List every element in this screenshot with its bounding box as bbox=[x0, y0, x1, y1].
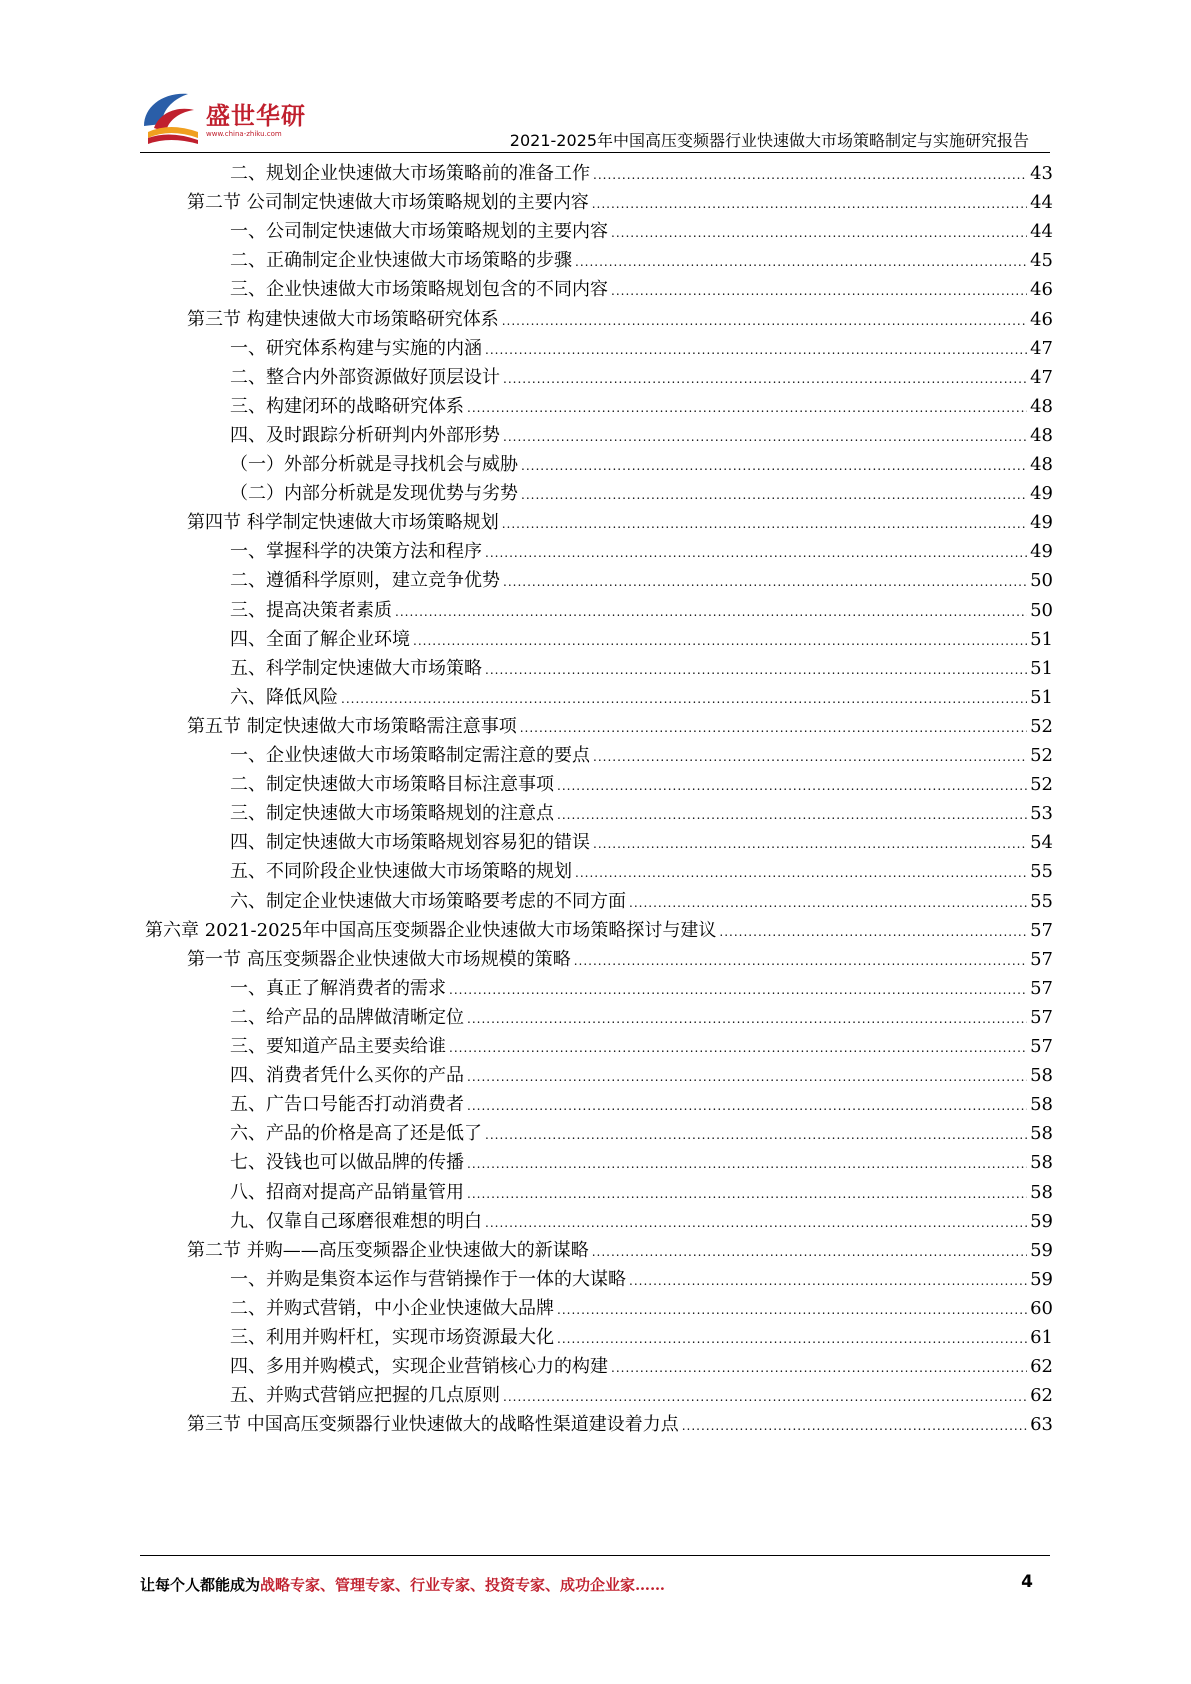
toc-entry-page: 63 bbox=[1030, 1414, 1053, 1436]
toc-entry[interactable] bbox=[230, 626, 1053, 654]
toc-entry-page: 59 bbox=[1030, 1268, 1053, 1290]
toc-entry-page: 45 bbox=[1030, 250, 1053, 272]
toc-leader-dots bbox=[592, 190, 1027, 218]
toc-entry[interactable] bbox=[230, 451, 1053, 479]
toc-entry-label: 五、科学制定快速做大市场策略 bbox=[230, 657, 482, 679]
toc-entry-page: 50 bbox=[1030, 599, 1053, 621]
toc-entry-label: 二、并购式营销，中小企业快速做大品牌 bbox=[230, 1297, 554, 1319]
report-title: 2021-2025年中国高压变频器行业快速做大市场策略制定与实施研究报告 bbox=[509, 131, 1029, 150]
toc-entry-label: 三、利用并购杆杠，实现市场资源最大化 bbox=[230, 1327, 554, 1348]
toc-entry-label: 第三节 中国高压变频器行业快速做大的战略性渠道建设着力点 bbox=[187, 1414, 679, 1436]
toc-entry[interactable] bbox=[230, 829, 1053, 857]
toc-entry[interactable] bbox=[230, 247, 1053, 275]
toc-entry[interactable] bbox=[230, 1149, 1053, 1177]
toc-entry-page: 55 bbox=[1030, 890, 1053, 912]
toc-entry-label: 一、研究体系构建与实施的内涵 bbox=[230, 337, 482, 359]
toc-leader-dots bbox=[449, 1034, 1027, 1062]
toc-leader-dots bbox=[574, 947, 1027, 975]
toc-entry-page: 48 bbox=[1030, 395, 1053, 417]
toc-entry[interactable] bbox=[230, 1324, 1053, 1352]
toc-entry[interactable] bbox=[187, 946, 1053, 974]
toc-entry-page: 48 bbox=[1030, 424, 1053, 446]
toc-entry-label: 一、真正了解消费者的需求 bbox=[230, 977, 446, 999]
toc-entry-page: 57 bbox=[1030, 1006, 1053, 1028]
toc-entry-page: 48 bbox=[1030, 454, 1053, 475]
toc-leader-dots bbox=[593, 743, 1027, 771]
toc-entry-page: 57 bbox=[1030, 1036, 1053, 1057]
toc-entry-page: 51 bbox=[1030, 628, 1053, 650]
toc-entry-label: 五、广告口号能否打动消费者 bbox=[230, 1094, 464, 1116]
toc-entry-page: 46 bbox=[1030, 279, 1053, 301]
page-number: 4 bbox=[1021, 1572, 1033, 1592]
toc-entry-page: 60 bbox=[1030, 1297, 1053, 1319]
toc-entry[interactable] bbox=[230, 1179, 1053, 1207]
toc-entry[interactable] bbox=[187, 189, 1053, 217]
toc-entry[interactable] bbox=[230, 742, 1053, 770]
toc-leader-dots bbox=[502, 307, 1027, 335]
toc-entry[interactable] bbox=[230, 1033, 1053, 1061]
toc-entry[interactable] bbox=[230, 1208, 1053, 1236]
toc-entry[interactable] bbox=[230, 218, 1053, 246]
toc-entry-page: 53 bbox=[1030, 803, 1053, 825]
toc-entry-page: 59 bbox=[1030, 1239, 1053, 1261]
toc-leader-dots bbox=[485, 1209, 1027, 1237]
toc-entry-page: 43 bbox=[1030, 163, 1053, 184]
toc-entry-label: 四、及时跟踪分析研判内外部形势 bbox=[230, 424, 500, 446]
toc-leader-dots bbox=[467, 1180, 1027, 1208]
toc-entry-page: 58 bbox=[1030, 1094, 1053, 1116]
toc-leader-dots bbox=[467, 1005, 1027, 1033]
toc-entry-label: 第二节 公司制定快速做大市场策略规划的主要内容 bbox=[187, 192, 589, 214]
toc-entry-label: 五、并购式营销应把握的几点原则 bbox=[230, 1385, 500, 1407]
toc-entry-label: 四、消费者凭什么买你的产品 bbox=[230, 1065, 464, 1087]
toc-leader-dots bbox=[611, 277, 1027, 305]
toc-entry-page: 47 bbox=[1030, 337, 1053, 359]
toc-entry-page: 50 bbox=[1030, 570, 1053, 592]
toc-leader-dots bbox=[503, 423, 1027, 451]
toc-leader-dots bbox=[520, 714, 1027, 742]
toc-leader-dots bbox=[467, 394, 1027, 422]
toc-entry-page: 57 bbox=[1030, 948, 1053, 970]
toc-entry-label: 四、全面了解企业环境 bbox=[230, 628, 410, 650]
toc-leader-dots bbox=[629, 1267, 1027, 1295]
toc-entry-label: 第三节 构建快速做大市场策略研究体系 bbox=[187, 308, 499, 330]
toc-entry-page: 57 bbox=[1030, 919, 1053, 941]
footer-divider bbox=[140, 1555, 1050, 1556]
toc-leader-dots bbox=[502, 510, 1027, 538]
toc-entry-label: 三、企业快速做大市场策略规划包含的不同内容 bbox=[230, 279, 608, 301]
logo-url: www.china-zhiku.com bbox=[206, 130, 282, 138]
toc-entry-label: 一、并购是集资本运作与营销操作于一体的大谋略 bbox=[230, 1268, 626, 1290]
toc-entry-page: 57 bbox=[1030, 977, 1053, 999]
toc-entry-label: 四、多用并购模式，实现企业营销核心力的构建 bbox=[230, 1356, 608, 1378]
toc-leader-dots bbox=[485, 336, 1027, 364]
toc-entry-label: 一、掌握科学的决策方法和程序 bbox=[230, 541, 482, 563]
toc-entry[interactable] bbox=[230, 858, 1053, 886]
toc-entry[interactable] bbox=[230, 800, 1053, 828]
toc-entry[interactable] bbox=[187, 1237, 1053, 1265]
toc-entry-label: （一）外部分析就是寻找机会与威胁 bbox=[230, 454, 518, 475]
toc-entry-label: 六、产品的价格是高了还是低了 bbox=[230, 1123, 482, 1145]
toc-entry-page: 62 bbox=[1030, 1356, 1053, 1378]
toc-entry-label: 八、招商对提高产品销量管用 bbox=[230, 1181, 464, 1203]
toc-leader-dots bbox=[629, 889, 1027, 917]
toc-entry-page: 49 bbox=[1030, 512, 1053, 534]
footer-slogan-prefix: 让每个人都能成为 bbox=[140, 1576, 261, 1594]
toc-entry-page: 46 bbox=[1030, 308, 1053, 330]
toc-entry-label: 三、制定快速做大市场策略规划的注意点 bbox=[230, 803, 554, 825]
toc-entry-label: 六、制定企业快速做大市场策略要考虑的不同方面 bbox=[230, 890, 626, 912]
toc-leader-dots bbox=[467, 1092, 1027, 1120]
toc-entry-page: 51 bbox=[1030, 657, 1053, 679]
toc-entry[interactable] bbox=[230, 1120, 1053, 1148]
toc-entry-label: 六、降低风险 bbox=[230, 686, 338, 708]
toc-leader-dots bbox=[592, 1238, 1027, 1266]
toc-entry[interactable] bbox=[230, 538, 1053, 566]
toc-leader-dots bbox=[503, 365, 1027, 393]
toc-entry[interactable] bbox=[187, 1411, 1053, 1439]
toc-entry-label: 三、要知道产品主要卖给谁 bbox=[230, 1036, 446, 1057]
toc-entry-page: 44 bbox=[1030, 192, 1053, 214]
toc-entry-page: 58 bbox=[1030, 1181, 1053, 1203]
logo-name: 盛世华研 bbox=[206, 102, 306, 130]
toc-leader-dots bbox=[341, 685, 1027, 713]
toc-entry-label: 一、企业快速做大市场策略制定需注意的要点 bbox=[230, 745, 590, 766]
toc-entry-label: 二、正确制定企业快速做大市场策略的步骤 bbox=[230, 250, 572, 272]
toc-entry[interactable] bbox=[230, 1091, 1053, 1119]
toc-entry-label: 七、没钱也可以做品牌的传播 bbox=[230, 1152, 464, 1174]
toc-leader-dots bbox=[593, 161, 1027, 189]
toc-leader-dots bbox=[557, 1325, 1027, 1353]
toc-entry-page: 54 bbox=[1030, 832, 1053, 854]
toc-entry-page: 62 bbox=[1030, 1385, 1053, 1407]
toc-entry[interactable] bbox=[187, 713, 1053, 741]
toc-leader-dots bbox=[593, 830, 1027, 858]
toc-entry[interactable] bbox=[187, 306, 1053, 334]
toc-entry-label: 第四节 科学制定快速做大市场策略规划 bbox=[187, 512, 499, 534]
toc-entry-label: 二、规划企业快速做大市场策略前的准备工作 bbox=[230, 163, 590, 184]
toc-leader-dots bbox=[485, 1121, 1027, 1149]
toc-leader-dots bbox=[467, 1150, 1027, 1178]
toc-entry-label: 三、构建闭环的战略研究体系 bbox=[230, 395, 464, 417]
toc-entry-label: 四、制定快速做大市场策略规划容易犯的错误 bbox=[230, 832, 590, 854]
toc-entry[interactable] bbox=[230, 1266, 1053, 1294]
header-divider bbox=[140, 152, 1050, 153]
toc-entry[interactable] bbox=[230, 684, 1053, 712]
toc-leader-dots bbox=[485, 656, 1027, 684]
toc-leader-dots bbox=[467, 1063, 1027, 1091]
toc-entry-label: 二、给产品的品牌做清晰定位 bbox=[230, 1006, 464, 1028]
toc-leader-dots bbox=[611, 1354, 1027, 1382]
toc-entry[interactable] bbox=[145, 917, 1053, 945]
toc-entry-label: 第六章 2021-2025年中国高压变频器企业快速做大市场策略探讨与建议 bbox=[145, 919, 717, 941]
toc-entry[interactable] bbox=[230, 888, 1053, 916]
toc-entry-label: 三、提高决策者素质 bbox=[230, 599, 392, 621]
toc-entry[interactable] bbox=[187, 509, 1053, 537]
toc-entry[interactable] bbox=[230, 480, 1053, 508]
toc-entry-page: 52 bbox=[1030, 774, 1053, 796]
toc-entry[interactable] bbox=[230, 1295, 1053, 1323]
toc-entry-page: 58 bbox=[1030, 1152, 1053, 1174]
toc-leader-dots bbox=[611, 219, 1027, 247]
toc-leader-dots bbox=[503, 1383, 1027, 1411]
footer-slogan-highlight: 战略专家、管理专家、行业专家、投资专家、成功企业家…… bbox=[260, 1576, 666, 1594]
toc-entry-page: 58 bbox=[1030, 1123, 1053, 1145]
toc-leader-dots bbox=[575, 859, 1027, 887]
toc-leader-dots bbox=[449, 976, 1027, 1004]
toc-leader-dots bbox=[485, 539, 1027, 567]
toc-leader-dots bbox=[503, 568, 1027, 596]
toc-leader-dots bbox=[521, 481, 1027, 509]
toc-entry[interactable] bbox=[230, 975, 1053, 1003]
toc-entry-label: 九、仅靠自己琢磨很难想的明白 bbox=[230, 1210, 482, 1232]
toc-entry-label: 二、遵循科学原则，建立竞争优势 bbox=[230, 570, 500, 592]
toc-entry-label: 第二节 并购——高压变频器企业快速做大的新谋略 bbox=[187, 1239, 589, 1261]
toc-entry-label: 二、制定快速做大市场策略目标注意事项 bbox=[230, 774, 554, 796]
toc-entry[interactable] bbox=[230, 393, 1053, 421]
toc-entry[interactable] bbox=[230, 655, 1053, 683]
toc-entry-label: 一、公司制定快速做大市场策略规划的主要内容 bbox=[230, 221, 608, 243]
toc-entry-page: 55 bbox=[1030, 861, 1053, 883]
toc-entry[interactable] bbox=[230, 771, 1053, 799]
toc-entry[interactable] bbox=[230, 422, 1053, 450]
toc-entry-page: 49 bbox=[1030, 541, 1053, 563]
toc-entry-label: 第五节 制定快速做大市场策略需注意事项 bbox=[187, 715, 517, 737]
toc-leader-dots bbox=[719, 918, 1027, 946]
toc-entry-label: 二、整合内外部资源做好顶层设计 bbox=[230, 366, 500, 388]
toc-leader-dots bbox=[557, 772, 1027, 800]
toc-entry-label: 第一节 高压变频器企业快速做大市场规模的策略 bbox=[187, 948, 571, 970]
toc-leader-dots bbox=[682, 1412, 1027, 1440]
toc-entry-page: 52 bbox=[1030, 715, 1053, 737]
toc-leader-dots bbox=[395, 598, 1027, 626]
footer-slogan bbox=[140, 1574, 665, 1595]
toc-entry[interactable] bbox=[230, 1353, 1053, 1381]
toc-entry-page: 58 bbox=[1030, 1065, 1053, 1087]
toc-leader-dots bbox=[557, 1296, 1027, 1324]
toc-entry-page: 61 bbox=[1030, 1327, 1053, 1348]
toc-entry-page: 49 bbox=[1030, 483, 1053, 505]
toc-leader-dots bbox=[575, 248, 1027, 276]
toc-entry-page: 51 bbox=[1030, 686, 1053, 708]
page-header bbox=[0, 0, 1191, 150]
toc-entry[interactable] bbox=[230, 1004, 1053, 1032]
toc-entry-label: 五、不同阶段企业快速做大市场策略的规划 bbox=[230, 861, 572, 883]
toc-leader-dots bbox=[413, 627, 1027, 655]
toc-entry-page: 52 bbox=[1030, 745, 1053, 766]
toc-entry[interactable] bbox=[230, 335, 1053, 363]
toc-entry[interactable] bbox=[230, 567, 1053, 595]
toc-entry-page: 47 bbox=[1030, 366, 1053, 388]
toc-entry[interactable] bbox=[230, 1062, 1053, 1090]
toc-leader-dots bbox=[521, 452, 1027, 480]
toc-entry[interactable] bbox=[230, 160, 1053, 188]
toc-entry[interactable] bbox=[230, 597, 1053, 625]
toc-entry-label: （二）内部分析就是发现优势与劣势 bbox=[230, 483, 518, 505]
toc-entry-page: 59 bbox=[1030, 1210, 1053, 1232]
toc-entry-page: 44 bbox=[1030, 221, 1053, 243]
toc-entry[interactable] bbox=[230, 364, 1053, 392]
toc-leader-dots bbox=[557, 801, 1027, 829]
toc-entry[interactable] bbox=[230, 1382, 1053, 1410]
toc-entry[interactable] bbox=[230, 276, 1053, 304]
